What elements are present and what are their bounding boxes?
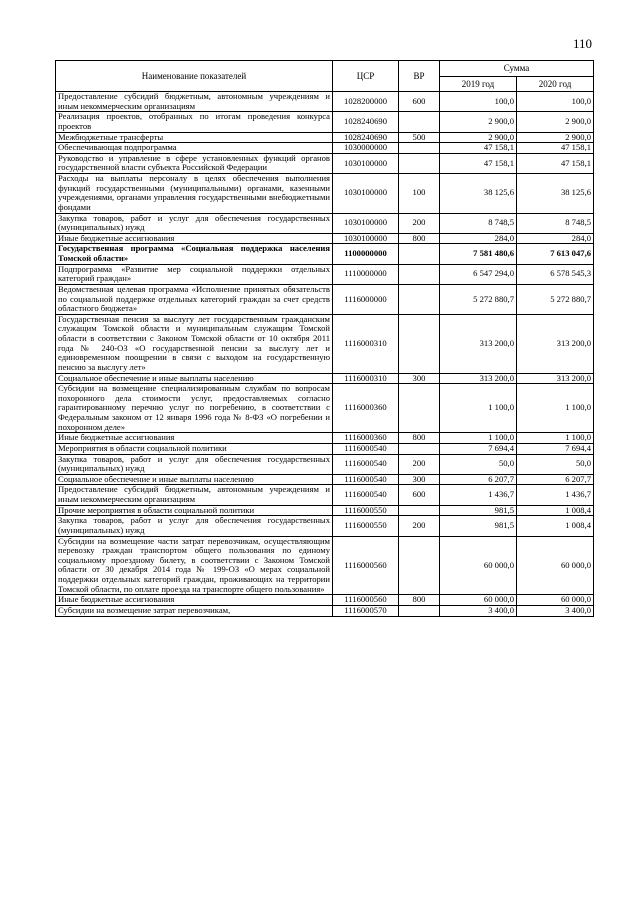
row-2019: 60 000,0 (440, 536, 517, 595)
row-name: Подпрограмма «Развитие мер социальной поддержки отдельных категорий граждан» (56, 264, 333, 284)
header-sum: Сумма (440, 61, 594, 77)
row-csr: 1116000560 (333, 536, 399, 595)
row-2019: 7 581 480,6 (440, 244, 517, 264)
table-row (56, 384, 594, 433)
row-csr: 1116000540 (333, 454, 399, 474)
header-vr: ВР (399, 61, 440, 92)
row-2019: 8 748,5 (440, 213, 517, 233)
row-vr (399, 244, 440, 264)
row-2020: 6 207,7 (517, 474, 594, 485)
row-2019: 1 436,7 (440, 485, 517, 505)
row-vr (399, 443, 440, 454)
row-name: Закупка товаров, работ и услуг для обеспечения государственных (муниципальных) нужд (56, 454, 333, 474)
table-row (56, 244, 594, 264)
table-row (56, 153, 594, 173)
row-2020: 6 578 545,3 (517, 264, 594, 284)
row-2019: 60 000,0 (440, 595, 517, 606)
table-row (56, 92, 594, 112)
row-2019: 50,0 (440, 454, 517, 474)
row-2019: 981,5 (440, 505, 517, 516)
table-row (56, 233, 594, 244)
row-name: Реализация проектов, отобранных по итогам проведения конкурса проектов (56, 112, 333, 132)
row-csr: 1116000550 (333, 516, 399, 536)
row-2020: 47 158,1 (517, 153, 594, 173)
row-vr: 300 (399, 373, 440, 384)
row-2020: 3 400,0 (517, 605, 594, 616)
table-row (56, 433, 594, 444)
header-name: Наименование показателей (56, 61, 333, 92)
row-vr: 800 (399, 433, 440, 444)
row-name: Предоставление субсидий бюджетным, автономным учреждениям и иным некоммерческим организациям (56, 92, 333, 112)
table-body (56, 92, 594, 617)
row-2019: 1 100,0 (440, 433, 517, 444)
row-name: Межбюджетные трансферты (56, 132, 333, 143)
row-vr: 300 (399, 474, 440, 485)
row-name: Предоставление субсидий бюджетным, автономным учреждениям и иным некоммерческим организациям (56, 485, 333, 505)
row-2019: 100,0 (440, 92, 517, 112)
row-vr: 800 (399, 595, 440, 606)
row-2019: 313 200,0 (440, 314, 517, 373)
row-vr: 600 (399, 92, 440, 112)
row-2020: 38 125,6 (517, 174, 594, 214)
row-name: Закупка товаров, работ и услуг для обеспечения государственных (муниципальных) нужд (56, 516, 333, 536)
row-csr: 1116000540 (333, 474, 399, 485)
row-2020: 60 000,0 (517, 595, 594, 606)
row-csr: 1028200000 (333, 92, 399, 112)
page-number: 110 (572, 36, 592, 51)
row-name: Государственная пенсия за выслугу лет государственным гражданским служащим Томской области и муниципальным служащим Томской области в соответствии с Законом Томской области от 10 октября 2011 года № 240-ОЗ «О государственной пенсии за выслугу лет и единовременном поощрении в связи с выходом на государственную пенсию за выслугу лет» (56, 314, 333, 373)
row-2020: 5 272 880,7 (517, 284, 594, 314)
row-name: Социальное обеспечение и иные выплаты населению (56, 373, 333, 384)
row-name: Расходы на выплаты персоналу в целях обеспечения выполнения функций государственными (муниципальными) органами, казенными учреждениями, органами управления государственными внебюджетными фондами (56, 174, 333, 214)
row-2020: 60 000,0 (517, 536, 594, 595)
row-vr (399, 605, 440, 616)
row-csr: 1116000360 (333, 433, 399, 444)
row-name: Субсидии на возмещение специализированным службам по вопросам похоронного дела стоимости услуг, предоставляемых согласно гарантированному перечню услуг по погребению, в соответствии с Федеральным законом от 12 января 1996 года № 8-ФЗ «О погребении и похоронном деле» (56, 384, 333, 433)
row-csr: 1028240690 (333, 112, 399, 132)
row-2019: 6 207,7 (440, 474, 517, 485)
row-csr: 1030100000 (333, 213, 399, 233)
row-name: Ведомственная целевая программа «Исполнение принятых обязательств по социальной поддержке отдельных категорий граждан за счет средств областного бюджета» (56, 284, 333, 314)
row-name: Обеспечивающая подпрограмма (56, 143, 333, 154)
row-csr: 1030100000 (333, 233, 399, 244)
row-vr: 100 (399, 174, 440, 214)
row-vr (399, 314, 440, 373)
row-name: Иные бюджетные ассигнования (56, 595, 333, 606)
row-csr: 1028240690 (333, 132, 399, 143)
table-row (56, 605, 594, 616)
row-2019: 5 272 880,7 (440, 284, 517, 314)
row-2020: 7 694,4 (517, 443, 594, 454)
row-vr (399, 153, 440, 173)
row-name: Мероприятия в области социальной политики (56, 443, 333, 454)
row-2020: 47 158,1 (517, 143, 594, 154)
table-row (56, 485, 594, 505)
table-row (56, 443, 594, 454)
row-csr: 1116000540 (333, 443, 399, 454)
row-2019: 1 100,0 (440, 384, 517, 433)
row-2020: 284,0 (517, 233, 594, 244)
table-row (56, 373, 594, 384)
table-row (56, 284, 594, 314)
row-2020: 1 100,0 (517, 384, 594, 433)
table-row (56, 213, 594, 233)
row-vr (399, 112, 440, 132)
row-2019: 47 158,1 (440, 143, 517, 154)
row-name: Государственная программа «Социальная поддержка населения Томской области» (56, 244, 333, 264)
row-2019: 981,5 (440, 516, 517, 536)
row-csr: 1110000000 (333, 264, 399, 284)
row-name: Иные бюджетные ассигнования (56, 433, 333, 444)
row-2019: 284,0 (440, 233, 517, 244)
row-2019: 3 400,0 (440, 605, 517, 616)
table-row (56, 132, 594, 143)
table-row (56, 112, 594, 132)
table-row (56, 174, 594, 214)
table-row (56, 474, 594, 485)
row-name: Иные бюджетные ассигнования (56, 233, 333, 244)
row-csr: 1030100000 (333, 174, 399, 214)
row-2020: 1 100,0 (517, 433, 594, 444)
row-2019: 313 200,0 (440, 373, 517, 384)
table-row (56, 454, 594, 474)
row-vr (399, 505, 440, 516)
row-csr: 1100000000 (333, 244, 399, 264)
row-name: Субсидии на возмещение части затрат перевозчикам, осуществляющим перевозку граждан транспортом общего пользования по единому социальному проездному билету, в соответствии с Законом Томской области от 30 декабря 2014 года № 199-ОЗ «О мерах социальной поддержки отдельных категорий граждан, проживающих на территории Томской области, по оплате проезда на транспорте общего пользования» (56, 536, 333, 595)
row-vr: 600 (399, 485, 440, 505)
header-csr: ЦСР (333, 61, 399, 92)
table-row (56, 595, 594, 606)
row-vr (399, 264, 440, 284)
row-2020: 1 008,4 (517, 516, 594, 536)
row-vr (399, 143, 440, 154)
table-row (56, 536, 594, 595)
row-vr: 200 (399, 454, 440, 474)
row-2019: 2 900,0 (440, 112, 517, 132)
table-row (56, 505, 594, 516)
row-2020: 1 008,4 (517, 505, 594, 516)
row-2020: 7 613 047,6 (517, 244, 594, 264)
row-2020: 50,0 (517, 454, 594, 474)
row-name: Руководство и управление в сфере установленных функций органов государственной власти субъекта Российской Федерации (56, 153, 333, 173)
row-2020: 2 900,0 (517, 112, 594, 132)
row-vr: 200 (399, 213, 440, 233)
row-name: Социальное обеспечение и иные выплаты населению (56, 474, 333, 485)
row-2019: 7 694,4 (440, 443, 517, 454)
row-2019: 2 900,0 (440, 132, 517, 143)
row-2020: 2 900,0 (517, 132, 594, 143)
row-2019: 38 125,6 (440, 174, 517, 214)
row-vr: 500 (399, 132, 440, 143)
row-csr: 1116000310 (333, 314, 399, 373)
row-2020: 8 748,5 (517, 213, 594, 233)
row-name: Прочие мероприятия в области социальной политики (56, 505, 333, 516)
table-row (56, 516, 594, 536)
row-2019: 6 547 294,0 (440, 264, 517, 284)
header-2020: 2020 год (517, 77, 594, 92)
row-csr: 1116000570 (333, 605, 399, 616)
table-row (56, 314, 594, 373)
row-csr: 1116000310 (333, 373, 399, 384)
row-name: Субсидии на возмещение затрат перевозчикам, (56, 605, 333, 616)
row-2020: 313 200,0 (517, 314, 594, 373)
row-vr: 200 (399, 516, 440, 536)
row-csr: 1116000360 (333, 384, 399, 433)
row-name: Закупка товаров, работ и услуг для обеспечения государственных (муниципальных) нужд (56, 213, 333, 233)
table-row (56, 143, 594, 154)
table-row (56, 264, 594, 284)
row-2020: 1 436,7 (517, 485, 594, 505)
row-vr (399, 536, 440, 595)
row-csr: 1116000540 (333, 485, 399, 505)
header-2019: 2019 год (440, 77, 517, 92)
row-2020: 313 200,0 (517, 373, 594, 384)
row-csr: 1030100000 (333, 153, 399, 173)
row-2019: 47 158,1 (440, 153, 517, 173)
budget-table (55, 60, 594, 617)
row-vr (399, 284, 440, 314)
row-2020: 100,0 (517, 92, 594, 112)
row-csr: 1116000550 (333, 505, 399, 516)
row-csr: 1116000000 (333, 284, 399, 314)
row-vr (399, 384, 440, 433)
row-vr: 800 (399, 233, 440, 244)
row-csr: 1030000000 (333, 143, 399, 154)
row-csr: 1116000560 (333, 595, 399, 606)
